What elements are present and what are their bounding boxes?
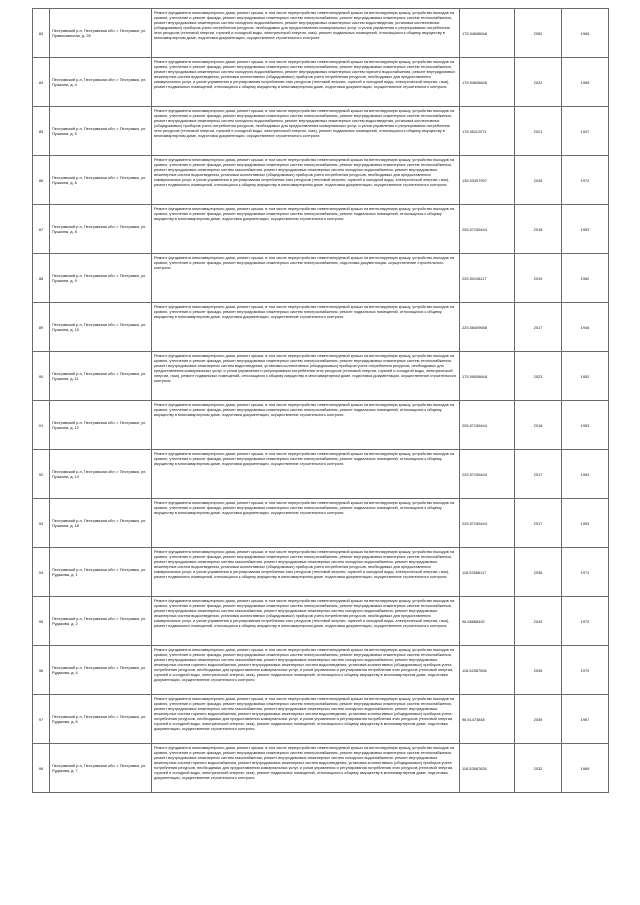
row-number: 87 [33,205,50,254]
planned-year-cell: 2052 [515,9,562,58]
cost-cell: 175.94696848 [460,9,515,58]
table-row [33,450,609,499]
address-cell: Пестравский р-н, Пестравская обл, г. Пестравка, ул. Привокзальная, д. 28 [50,9,152,58]
address-cell: Пестравский р-н, Пестравская обл, г. Пестравка, ул. Пушкина, д. 14 [50,450,152,499]
build-year-cell: 1971 [562,548,609,597]
table-row [33,401,609,450]
address-cell: Пестравский р-н, Пестравская обл, г. Пестравка, ул. Пушкина, д. 11 [50,352,152,401]
cost-cell: 96.58888492 [460,597,515,646]
build-year-cell: 1962 [562,254,609,303]
cost-cell: 225.57159444 [460,450,515,499]
table-row [33,205,609,254]
works-cell: Ремонт фундамента многоквартирного дома, ремонт крыши, в том числе переустройство невентилируемой крыши на вентилируемую крышу, устройство выходов на кровлю, утепление и ремонт фасада, ремонт внутридомовых инженерных систем электроснабжения, ремонт внутридомовых инженерных систем теплоснабжения, ремонт внутридомовых инженерных систем холодного водоснабжения, ремонт внутридомовых инженерных систем водоотведения, установка коллективных (общедомовых) приборов учета потребления ресурсов, необходимых для предоставления коммунальных услуг, и узлов управления и регулирования потребления этих ресурсов (тепловой энергии, горячей и холодной воды, электрической энергии, газа), ремонт подвальных помещений, относящихся к общему имуществу в многоквартирном доме, подготовка документации, осуществление строительного контроля [152,9,460,58]
build-year-cell: 1953 [562,450,609,499]
works-cell: Ремонт фундамента многоквартирного дома, ремонт крыши, в том числе переустройство невентилируемой крыши на вентилируемую крышу, устройство выходов на кровлю, утепление и ремонт фасада, ремонт внутридомовых инженерных систем электроснабжения, ремонт подвальных помещений, относящихся к общему имуществу в многоквартирном доме, подготовка документации, осуществление строительного контроля [152,499,460,548]
cost-cell: 178.55112071 [460,107,515,156]
planned-year-cell: 2043 [515,597,562,646]
table-row [33,58,609,107]
cost-cell: 175.59508848 [460,352,515,401]
row-number: 93 [33,499,50,548]
build-year-cell: 1947 [562,107,609,156]
row-number: 91 [33,401,50,450]
table-row [33,548,609,597]
planned-year-cell: 2018 [515,205,562,254]
planned-year-cell: 2017 [515,303,562,352]
build-year-cell: 1967 [562,695,609,744]
works-cell: Ремонт фундамента многоквартирного дома, ремонт крыши, в том числе переустройство невентилируемой крыши на вентилируемую крышу, устройство выходов на кровлю, утепление и ремонт фасада, ремонт внутридомовых инженерных систем электроснабжения, ремонт внутридомовых инженерных систем теплоснабжения, ремонт внутридомовых инженерных систем газоснабжения, ремонт внутридомовых инженерных систем холодного водоснабжения, ремонт внутридомовых инженерных систем горячего водоснабжения, ремонт внутридомовых инженерных систем водоотведения, установка коллективных (общедомовых) приборов учета потребления ресурсов, необходимых для предоставления коммунальных услуг, и узлов управления и регулирования потребления этих ресурсов (тепловой энергии, горячей и холодной воды, электрической энергии, газа), ремонт подвальных помещений, относящихся к общему имуществу в многоквартирном доме, подготовка документации, осуществление строительного контроля [152,646,460,695]
build-year-cell: 1972 [562,156,609,205]
row-number: 86 [33,156,50,205]
cost-cell: 225.50108117 [460,254,515,303]
planned-year-cell: 2039 [515,695,562,744]
table-row [33,9,609,58]
table-row [33,646,609,695]
table-row [33,254,609,303]
planned-year-cell: 2028 [515,156,562,205]
works-cell: Ремонт фундамента многоквартирного дома, ремонт крыши, в том числе переустройство невентилируемой крыши на вентилируемую крышу, устройство выходов на кровлю, утепление и ремонт фасада, ремонт внутридомовых инженерных систем электроснабжения, ремонт внутридомовых инженерных систем теплоснабжения, ремонт внутридомовых инженерных систем холодного водоснабжения, ремонт внутридомовых инженерных систем водоотведения, установка коллективных (общедомовых) приборов учета потребления ресурсов, необходимых для предоставления коммунальных услуг, и узлов управления и регулирования потребления этих ресурсов (тепловой энергии, горячей и холодной воды, электрической энергии, газа), ремонт подвальных помещений, относящихся к общему имуществу в многоквартирном доме, подготовка документации, осуществление строительного контроля [152,107,460,156]
row-number: 95 [33,597,50,646]
capital-repair-table [32,8,609,793]
build-year-cell: 1953 [562,205,609,254]
works-cell: Ремонт фундамента многоквартирного дома, ремонт крыши, в том числе переустройство невентилируемой крыши на вентилируемую крышу, устройство выходов на кровлю, утепление и ремонт фасада, ремонт внутридомовых инженерных систем электроснабжения, ремонт внутридомовых инженерных систем теплоснабжения, ремонт внутридомовых инженерных систем водоотведения, установка коллективных (общедомовых) приборов учета потребления ресурсов, необходимых для предоставления коммунальных услуг, и узлов управления и регулирования потребления этих ресурсов (тепловой энергии, горячей и холодной воды, электрической энергии, газа), ремонт подвальных помещений, относящихся к общему имуществу в многоквартирном доме, подготовка документации, осуществление строительного контроля [152,352,460,401]
row-number: 92 [33,450,50,499]
table-row [33,107,609,156]
cost-cell: 205.57159444 [460,401,515,450]
address-cell: Пестравский р-н, Пестравская обл, г. Пестравка, ул. Пушкина, д. 9 [50,254,152,303]
build-year-cell: 1965 [562,9,609,58]
cost-cell: 225.58409658 [460,303,515,352]
table-row [33,352,609,401]
row-number: 97 [33,695,50,744]
table-row [33,499,609,548]
row-number: 85 [33,107,50,156]
address-cell: Пестравский р-н, Пестравская обл, г. Пестравка, ул. Пушкина, д. 10 [50,303,152,352]
row-number: 83 [33,9,50,58]
works-cell: Ремонт фундамента многоквартирного дома, ремонт крыши, в том числе переустройство невентилируемой крыши на вентилируемую крышу, устройство выходов на кровлю, утепление и ремонт фасада, ремонт внутридомовых инженерных систем электроснабжения, ремонт внутридомовых инженерных систем теплоснабжения, ремонт внутридомовых инженерных систем газоснабжения, ремонт внутридомовых инженерных систем холодного водоснабжения, ремонт внутридомовых инженерных систем водоотведения, установка коллективных (общедомовых) приборов учета потребления ресурсов, необходимых для предоставления коммунальных услуг, и узлов управления и регулирования потребления этих ресурсов (тепловой энергии, горячей и холодной воды, электрической энергии, газа), ремонт подвальных помещений, относящихся к общему имуществу в многоквартирном доме, подготовка документации, осуществление строительного контроля [152,597,460,646]
planned-year-cell: 2017 [515,450,562,499]
works-cell: Ремонт фундамента многоквартирного дома, ремонт крыши, в том числе переустройство невентилируемой крыши на вентилируемую крышу, устройство выходов на кровлю, утепление и ремонт фасада, ремонт внутридомовых инженерных систем электроснабжения, ремонт подвальных помещений, относящихся к общему имуществу в многоквартирном доме, подготовка документации, осуществление строительного контроля [152,401,460,450]
cost-cell: 118.52687628 [460,744,515,793]
address-cell: Пестравский р-н, Пестравская обл, г. Пестравка, ул. Рудакова, д. 7 [50,744,152,793]
cost-cell: 118.52688117 [460,548,515,597]
build-year-cell: 1970 [562,646,609,695]
address-cell: Пестравский р-н, Пестравская обл, г. Пестравка, ул. Пушкина, д. 6 [50,156,152,205]
build-year-cell: 1972 [562,597,609,646]
row-number: 96 [33,646,50,695]
planned-year-cell: 2036 [515,548,562,597]
address-cell: Пестравский р-н, Пестравская обл, г. Пестравка, ул. Рудакова, д. 2 [50,597,152,646]
row-number: 98 [33,744,50,793]
planned-year-cell: 2035 [515,646,562,695]
works-cell: Ремонт фундамента многоквартирного дома, ремонт крыши, в том числе переустройство невентилируемой крыши на вентилируемую крышу, устройство выходов на кровлю, утепление и ремонт фасада, ремонт внутридомовых инженерных систем электроснабжения, ремонт внутридомовых инженерных систем теплоснабжения, ремонт внутридомовых инженерных систем газоснабжения, ремонт внутридомовых инженерных систем холодного водоснабжения, ремонт внутридомовых инженерных систем водоотведения, установка коллективных (общедомовых) приборов учета потребления ресурсов, необходимых для предоставления коммунальных услуг, и узлов управления и регулирования потребления этих ресурсов (тепловой энергии, горячей и холодной воды, электрической энергии, газа), ремонт подвальных помещений, относящихся к общему имуществу в многоквартирном доме, подготовка документации, осуществление строительного контроля [152,156,460,205]
planned-year-cell: 2018 [515,401,562,450]
planned-year-cell: 2019 [515,254,562,303]
address-cell: Пестравский р-н, Пестравская обл, г. Пестравка, ул. Пушкина, д. 16 [50,499,152,548]
table-row [33,156,609,205]
build-year-cell: 1953 [562,401,609,450]
row-number: 94 [33,548,50,597]
works-cell: Ремонт фундамента многоквартирного дома, ремонт крыши, в том числе переустройство невентилируемой крыши на вентилируемую крышу, устройство выходов на кровлю, утепление и ремонт фасада, ремонт внутридомовых инженерных систем электроснабжения, ремонт внутридомовых инженерных систем теплоснабжения, ремонт внутридомовых инженерных систем холодного водоснабжения, ремонт внутридомовых инженерных систем горячего водоснабжения, ремонт внутридомовых инженерных систем водоотведения, установка коллективных (общедомовых) приборов учета потребления ресурсов, необходимых для предоставления коммунальных услуг, и узлов управления и регулирования потребления этих ресурсов (тепловой энергии, горячей и холодной воды, электрической энергии, газа), ремонт подвальных помещений, относящихся к общему имуществу в многоквартирном доме, подготовка документации, осуществление строительного контроля [152,58,460,107]
works-cell: Ремонт фундамента многоквартирного дома, ремонт крыши, в том числе переустройство невентилируемой крыши на вентилируемую крышу, устройство выходов на кровлю, утепление и ремонт фасада, ремонт внутридомовых инженерных систем электроснабжения, ремонт внутридомовых инженерных систем теплоснабжения, ремонт внутридомовых инженерных систем газоснабжения, ремонт внутридомовых инженерных систем холодного водоснабжения, ремонт внутридомовых инженерных систем водоотведения, установка коллективных (общедомовых) приборов учета потребления ресурсов, необходимых для предоставления коммунальных услуг, и узлов управления и регулирования потребления этих ресурсов (тепловой энергии, горячей и холодной воды, электрической энергии, газа), ремонт подвальных помещений, относящихся к общему имуществу в многоквартирном доме, подготовка документации, осуществление строительного контроля [152,548,460,597]
address-cell: Пестравский р-н, Пестравская обл, г. Пестравка, ул. Пушкина, д. 4 [50,58,152,107]
planned-year-cell: 2017 [515,499,562,548]
row-number: 84 [33,58,50,107]
build-year-cell: 1946 [562,303,609,352]
works-cell: Ремонт фундамента многоквартирного дома, ремонт крыши, в том числе переустройство невентилируемой крыши на вентилируемую крышу, устройство выходов на кровлю, утепление и ремонт фасада, ремонт внутридомовых инженерных систем электроснабжения, ремонт подвальных помещений, относящихся к общему имуществу в многоквартирном доме, подготовка документации, осуществление строительного контроля [152,450,460,499]
row-number: 90 [33,352,50,401]
works-cell: Ремонт фундамента многоквартирного дома, ремонт крыши, в том числе переустройство невентилируемой крыши на вентилируемую крышу, устройство выходов на кровлю, утепление и ремонт фасада, ремонт внутридомовых инженерных систем электроснабжения, ремонт внутридомовых инженерных систем теплоснабжения, ремонт внутридомовых инженерных систем газоснабжения, ремонт внутридомовых инженерных систем холодного водоснабжения, ремонт внутридомовых инженерных систем горячего водоснабжения, ремонт внутридомовых инженерных систем водоотведения, установка коллективных (общедомовых) приборов учета потребления ресурсов, необходимых для предоставления коммунальных услуг, и узлов управления и регулирования потребления этих ресурсов (тепловой энергии, горячей и холодной воды, электрической энергии, газа), ремонт подвальных помещений, относящихся к общему имуществу в многоквартирном доме, подготовка документации, осуществление строительного контроля [152,744,460,793]
address-cell: Пестравский р-н, Пестравская обл, г. Пестравка, ул. Пушкина, д. 12 [50,401,152,450]
address-cell: Пестравский р-н, Пестравская обл, г. Пестравка, ул. Рудакова, д. 1 [50,548,152,597]
cost-cell: 175.94696848 [460,58,515,107]
cost-cell: 135.53397997 [460,156,515,205]
build-year-cell: 1965 [562,58,609,107]
address-cell: Пестравский р-н, Пестравская обл, г. Пестравка, ул. Пушкина, д. 8 [50,205,152,254]
cost-cell: 96.51473848 [460,695,515,744]
row-number: 89 [33,303,50,352]
row-number: 88 [33,254,50,303]
planned-year-cell: 2023 [515,352,562,401]
cost-cell: 225.57159444 [460,499,515,548]
planned-year-cell: 2021 [515,107,562,156]
table-row [33,303,609,352]
table-row [33,597,609,646]
planned-year-cell: 2022 [515,58,562,107]
works-cell: Ремонт фундамента многоквартирного дома, ремонт крыши, в том числе переустройство невентилируемой крыши на вентилируемую крышу, устройство выходов на кровлю, утепление и ремонт фасада, ремонт внутридомовых инженерных систем электроснабжения, ремонт внутридомовых инженерных систем теплоснабжения, ремонт внутридомовых инженерных систем газоснабжения, ремонт внутридомовых инженерных систем холодного водоснабжения, ремонт внутридомовых инженерных систем горячего водоснабжения, ремонт внутридомовых инженерных систем водоотведения, установка коллективных (общедомовых) приборов учета потребления ресурсов, необходимых для предоставления коммунальных услуг, и узлов управления и регулирования потребления этих ресурсов (тепловой энергии, горячей и холодной воды, электрической энергии, газа), ремонт подвальных помещений, относящихся к общему имуществу в многоквартирном доме, подготовка документации, осуществление строительного контроля [152,695,460,744]
works-cell: Ремонт фундамента многоквартирного дома, ремонт крыши, в том числе переустройство невентилируемой крыши на вентилируемую крышу, устройство выходов на кровлю, утепление и ремонт фасада, ремонт внутридомовых инженерных систем электроснабжения, ремонт подвальных помещений, относящихся к общему имуществу в многоквартирном доме, подготовка документации, осуществление строительного контроля [152,303,460,352]
address-cell: Пестравский р-н, Пестравская обл, г. Пестравка, ул. Пушкина, д. 5 [50,107,152,156]
address-cell: Пестравский р-н, Пестравская обл, г. Пестравка, ул. Рудакова, д. 4 [50,646,152,695]
cost-cell: 118.52587508 [460,646,515,695]
table-row [33,695,609,744]
build-year-cell: 1952 [562,352,609,401]
build-year-cell: 1969 [562,744,609,793]
address-cell: Пестравский р-н, Пестравская обл, г. Пестравка, ул. Рудакова, д. 6 [50,695,152,744]
works-cell: Ремонт фундамента многоквартирного дома, ремонт крыши, в том числе переустройство невентилируемой крыши на вентилируемую крышу, устройство выходов на кровлю, утепление и ремонт фасада, ремонт внутридомовых инженерных систем электроснабжения, ремонт подвальных помещений, относящихся к общему имуществу в многоквартирном доме, подготовка документации, осуществление строительного контроля [152,205,460,254]
build-year-cell: 1953 [562,499,609,548]
works-cell: Ремонт фундамента многоквартирного дома, ремонт крыши, в том числе переустройство невентилируемой крыши на вентилируемую крышу, устройство выходов на кровлю, утепление и ремонт фасада, ремонт внутридомовых инженерных систем электроснабжения, подготовка документации, осуществление строительного контроля [152,254,460,303]
cost-cell: 205.57159444 [460,205,515,254]
planned-year-cell: 2032 [515,744,562,793]
table-row [33,744,609,793]
